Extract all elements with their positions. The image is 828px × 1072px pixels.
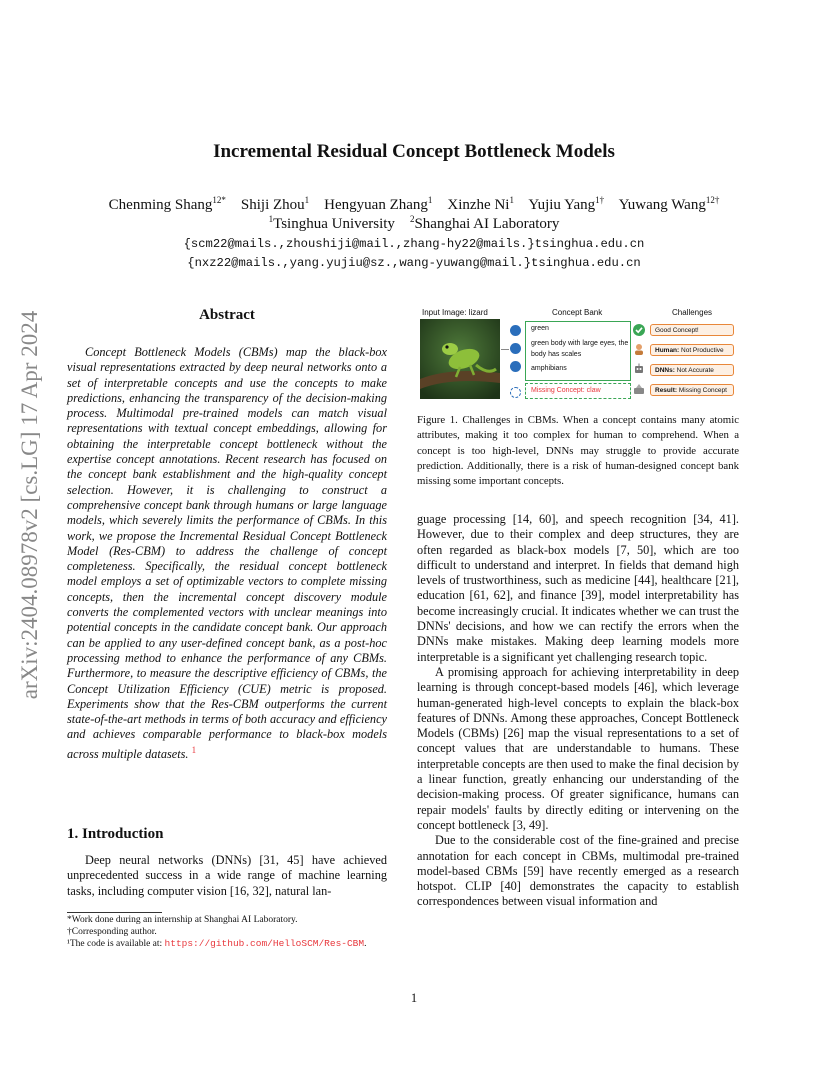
- page-number: 1: [410, 991, 418, 1005]
- concept-node: [510, 325, 521, 336]
- figure-1-caption: Figure 1. Challenges in CBMs. When a concept contains many atomic attributes, making it too complex for human to comprehend. When a concept is too high-level, DNNs may struggle to provide accurate prediction. Additionally, there is a risk of human-designed concept bank missing some important concepts.: [417, 414, 739, 488]
- author: Shiji Zhou$^1$: [240, 195, 310, 213]
- challenge-result: Result: Missing Concept: [650, 384, 734, 396]
- concept-item: green: [531, 325, 549, 332]
- arxiv-identifier: arXiv:2404.08978v2 [cs.LG] 17 Apr 2024: [17, 310, 42, 700]
- author: Yuwang Wang$^{12\dagger}$: [618, 195, 720, 213]
- challenges-label: Challenges: [672, 308, 713, 317]
- concept-item-missing: Missing Concept: claw: [531, 387, 601, 394]
- section-heading-introduction: 1. Introduction: [67, 826, 164, 842]
- concept-bank-label: Concept Bank: [552, 308, 603, 317]
- footnote-divider: [67, 912, 162, 913]
- check-icon: [633, 324, 645, 336]
- concept-node: [510, 343, 521, 354]
- concept-node: [510, 361, 521, 372]
- author-list: [0, 195, 828, 214]
- paragraph: Due to the considerable cost of the fine-grained and precise annotation for each concept in CBMs, multimodal pre-trained model-based CBMs [59] have recently emerged as a research hotspot. CLIP [40] demonstrates the capacity to establish correspondences between visual information and: [417, 833, 739, 909]
- right-column-body: [417, 512, 739, 910]
- concept-item: green body with large eyes, the body has scales: [531, 340, 629, 358]
- input-image-label: Input Image: lizard: [422, 308, 488, 317]
- paragraph: A promising approach for achieving interpretability in deep learning is through concept-based models [46], which leverage human-generated high-level concepts to explain the black-box features of DNNs. Among these approaches, Concept Bottleneck Models (CBMs) [26] map the visual representations to a set of concept values that are understandable to humans. These interpretable concepts are then used to make the final decision by a linear function, greatly enhancing our understanding of the decision-making process. Of greater significance, humans can repair models' faults by directly editing or intervening on the concept bottleneck [3, 49].: [417, 664, 739, 832]
- abstract-body: Concept Bottleneck Models (CBMs) map the black-box visual representations extracted by deep neural networks onto a set of interpretable concepts and use the concepts to make predictions, enhancing the transparency of the decision-making process. Multimodal pre-trained models can match visual representations with textual concept embeddings, allowing for obtaining the interpretable concept bottleneck without the expertise concept annotations. Recent research has focused on the concept bank establishment and the high-quality concept selection. However, it is challenging to construct a comprehensive concept bank through humans or large language models, which severely limits the performance of CBMs. In this work, we propose the Incremental Residual Concept Bottleneck Model (Res-CBM) to address the challenge of concept completeness. Specifically, the residual concept bottleneck model employs a set of optimizable vectors to complete missing concepts, then the incremental concept discovery module converts the complemented vectors with unclear meanings into potential concepts in the candidate concept bank. Our approach can be applied to any user-defined concept bank, as a post-hoc processing method to enhance the performance of any CBMs. Furthermore, to measure the descriptive efficiency of CBMs, the Concept Utilization Efficiency (CUE) metric is proposed. Experiments show that the Res-CBM outperforms the current state-of-the-art methods in terms of both accuracy and efficiency and achieves comparable performance to black-box models across multiple datasets. $^1$: [67, 345, 387, 761]
- author: Chenming Shang$^{12*}$: [108, 195, 226, 213]
- figure-1: [417, 305, 739, 410]
- human-icon: [633, 343, 645, 355]
- challenge-good-concept: Good Concept!: [650, 324, 734, 336]
- footnote-ref[interactable]: 1: [191, 744, 197, 755]
- email-line-1: {scm22@mails.,zhoushiji@mail.,zhang-hy22@mails.}tsinghua.edu.cn: [183, 237, 645, 251]
- lizard-image: [420, 319, 500, 399]
- arrow-line: [501, 349, 509, 350]
- paragraph: guage processing [14, 60], and speech recognition [34, 41]. However, due to their complex and deep structures, they are often regarded as black-box models [7, 50], which are too difficult to understand and interpret. In fields that demand high levels of trustworthiness, such as medicine [44], healthcare [21], education [61, 62], and finance [39], model interpretability has become increasingly crucial. It indicates whether we can trust the DNNs' decisions, and how we can rectify the errors when the DNNs make mistakes. Making deep learning models more interpretable is a significant yet challenging research topic.: [417, 512, 739, 664]
- robot-icon: [633, 363, 645, 375]
- intro-paragraph: Deep neural networks (DNNs) [31, 45] have achieved unprecedented success in a wide range of machine learning tasks, including computer vision [16, 32], natural lan-: [67, 853, 387, 898]
- author: Hengyuan Zhang$^1$: [324, 195, 433, 213]
- author: Yujiu Yang$^{1\dagger}$: [528, 195, 605, 213]
- challenge-human: Human: Not Productive: [650, 344, 734, 356]
- footnote-internship: *Work done during an internship at Shanghai AI Laboratory.: [67, 915, 298, 925]
- abstract-heading: Abstract: [199, 307, 255, 323]
- paper-title: Incremental Residual Concept Bottleneck Models: [213, 141, 615, 162]
- challenge-dnns: DNNs: Not Accurate: [650, 364, 734, 376]
- footnote-code: ¹The code is available at: https://github.com/HelloSCM/Res-CBM.: [67, 938, 367, 949]
- author: Xinzhe Ni$^1$: [447, 195, 514, 213]
- concept-node-missing: [510, 387, 521, 398]
- code-link[interactable]: https://github.com/HelloSCM/Res-CBM: [164, 938, 365, 949]
- concept-item: amphibians: [531, 365, 567, 372]
- result-icon: [633, 383, 645, 395]
- email-line-2: {nxz22@mails.,yang.yujiu@sz.,wang-yuwang@mail.}tsinghua.edu.cn: [187, 256, 641, 270]
- footnote-corresponding: †Corresponding author.: [67, 927, 157, 937]
- affiliations: $^1$Tsinghua University $^2$Shanghai AI Laboratory: [268, 214, 560, 232]
